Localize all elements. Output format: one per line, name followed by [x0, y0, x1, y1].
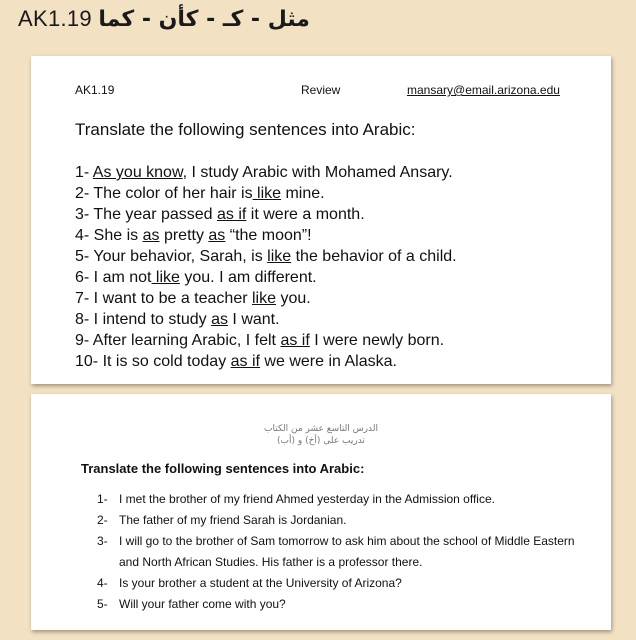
exercise-text: I will go to the brother of Sam tomorrow to ask him about the school of Middle Eastern and North African Studies. His father is a professor there.: [119, 534, 575, 569]
sentence-number: 1-: [75, 164, 93, 181]
exercise-number: 4-: [97, 576, 108, 590]
underlined-phrase: as if: [217, 206, 247, 223]
review-worksheet-card: [31, 56, 611, 384]
sentence-item: [75, 204, 457, 225]
exercise-item: [97, 573, 581, 594]
underlined-phrase: like: [151, 269, 180, 286]
sentence-number: 8-: [75, 311, 94, 328]
underlined-phrase: as: [211, 311, 228, 328]
sentence-item: [75, 267, 457, 288]
arabic-heading-line1: الدرس التاسع عشر من الكتاب: [264, 424, 378, 434]
sentence-text: it were a month.: [246, 206, 365, 223]
sentence-text: you.: [276, 290, 311, 307]
sentence-text: we were in Alaska.: [259, 353, 397, 370]
underlined-phrase: as: [208, 227, 226, 244]
exercise-text: Is your brother a student at the University of Arizona?: [119, 576, 402, 590]
sentence-text: you. I am different.: [179, 269, 317, 286]
sentence-text: “the moon”!: [225, 227, 312, 244]
email-link[interactable]: mansary@email.arizona.edu: [407, 83, 560, 97]
underlined-phrase: as if: [280, 332, 310, 349]
sentence-text: After learning Arabic, I felt: [92, 332, 281, 349]
exercise-number: 3-: [97, 534, 108, 548]
sentence-number: 3-: [75, 206, 94, 223]
exercise-number: 2-: [97, 513, 108, 527]
exercise-text: The father of my friend Sarah is Jordanian.: [119, 513, 347, 527]
underlined-phrase: like: [252, 290, 277, 307]
sentence-item: [75, 183, 457, 204]
sentence-text: I want.: [227, 311, 280, 328]
sentence-item: [75, 162, 457, 183]
sentence-item: [75, 288, 457, 309]
sentence-number: 7-: [75, 290, 94, 307]
underlined-phrase: like: [267, 248, 292, 265]
sentence-text: The year passed: [93, 206, 218, 223]
exercise-card: [31, 394, 611, 630]
underlined-phrase: As you know: [92, 164, 183, 181]
worksheet-label: Review: [301, 83, 341, 97]
sentence-number: 2-: [75, 185, 94, 202]
sentence-text: the behavior of a child.: [291, 248, 457, 265]
sentence-text: Your behavior, Sarah, is: [93, 248, 268, 265]
underlined-phrase: as if: [230, 353, 260, 370]
exercise-text: I met the brother of my friend Ahmed yesterday in the Admission office.: [119, 492, 495, 506]
sentence-text: mine.: [281, 185, 325, 202]
sentence-item: [75, 330, 457, 351]
sentence-text: The color of her hair is: [93, 185, 253, 202]
sentence-text: It is so cold today: [102, 353, 231, 370]
sentence-number: 4-: [75, 227, 94, 244]
exercise-item: [97, 510, 581, 531]
exercise-number: 1-: [97, 492, 108, 506]
sentence-item: [75, 351, 457, 372]
underlined-phrase: like: [252, 185, 282, 202]
page-title: [18, 6, 310, 32]
page-title-code: AK1.19: [18, 6, 92, 31]
exercise-item: [97, 489, 581, 510]
sentence-text: I were newly born.: [309, 332, 445, 349]
arabic-heading-line2: تدريب على (أخ) و (أب): [277, 436, 365, 446]
sentence-text: I intend to study: [93, 311, 212, 328]
sentence-text: She is: [93, 227, 143, 244]
sentence-text: , I study Arabic with Mohamed Ansary.: [182, 164, 453, 181]
sentence-number: 9-: [75, 332, 93, 349]
sentence-item: [75, 225, 457, 246]
exercise-text: Will your father come with you?: [119, 597, 286, 611]
sentence-text: I am not: [93, 269, 152, 286]
sentence-number: 5-: [75, 248, 94, 265]
underlined-phrase: as: [142, 227, 160, 244]
exercise-item: [97, 531, 581, 573]
instruction-heading: Translate the following sentences into Arabic:: [75, 120, 416, 139]
sentence-number: 10-: [75, 353, 103, 370]
exercise-list: [97, 489, 581, 615]
exercise-number: 5-: [97, 597, 108, 611]
sentence-item: [75, 246, 457, 267]
exercise-item: [97, 594, 581, 615]
sentence-item: [75, 309, 457, 330]
sentence-text: I want to be a teacher: [93, 290, 252, 307]
worksheet-code: AK1.19: [75, 83, 115, 97]
sentence-text: pretty: [159, 227, 209, 244]
exercise-instruction: Translate the following sentences into Arabic:: [81, 461, 365, 476]
page-title-arabic: مثل - كـ - كأن - كما: [98, 7, 310, 32]
sentence-list: [75, 162, 457, 372]
sentence-number: 6-: [75, 269, 94, 286]
